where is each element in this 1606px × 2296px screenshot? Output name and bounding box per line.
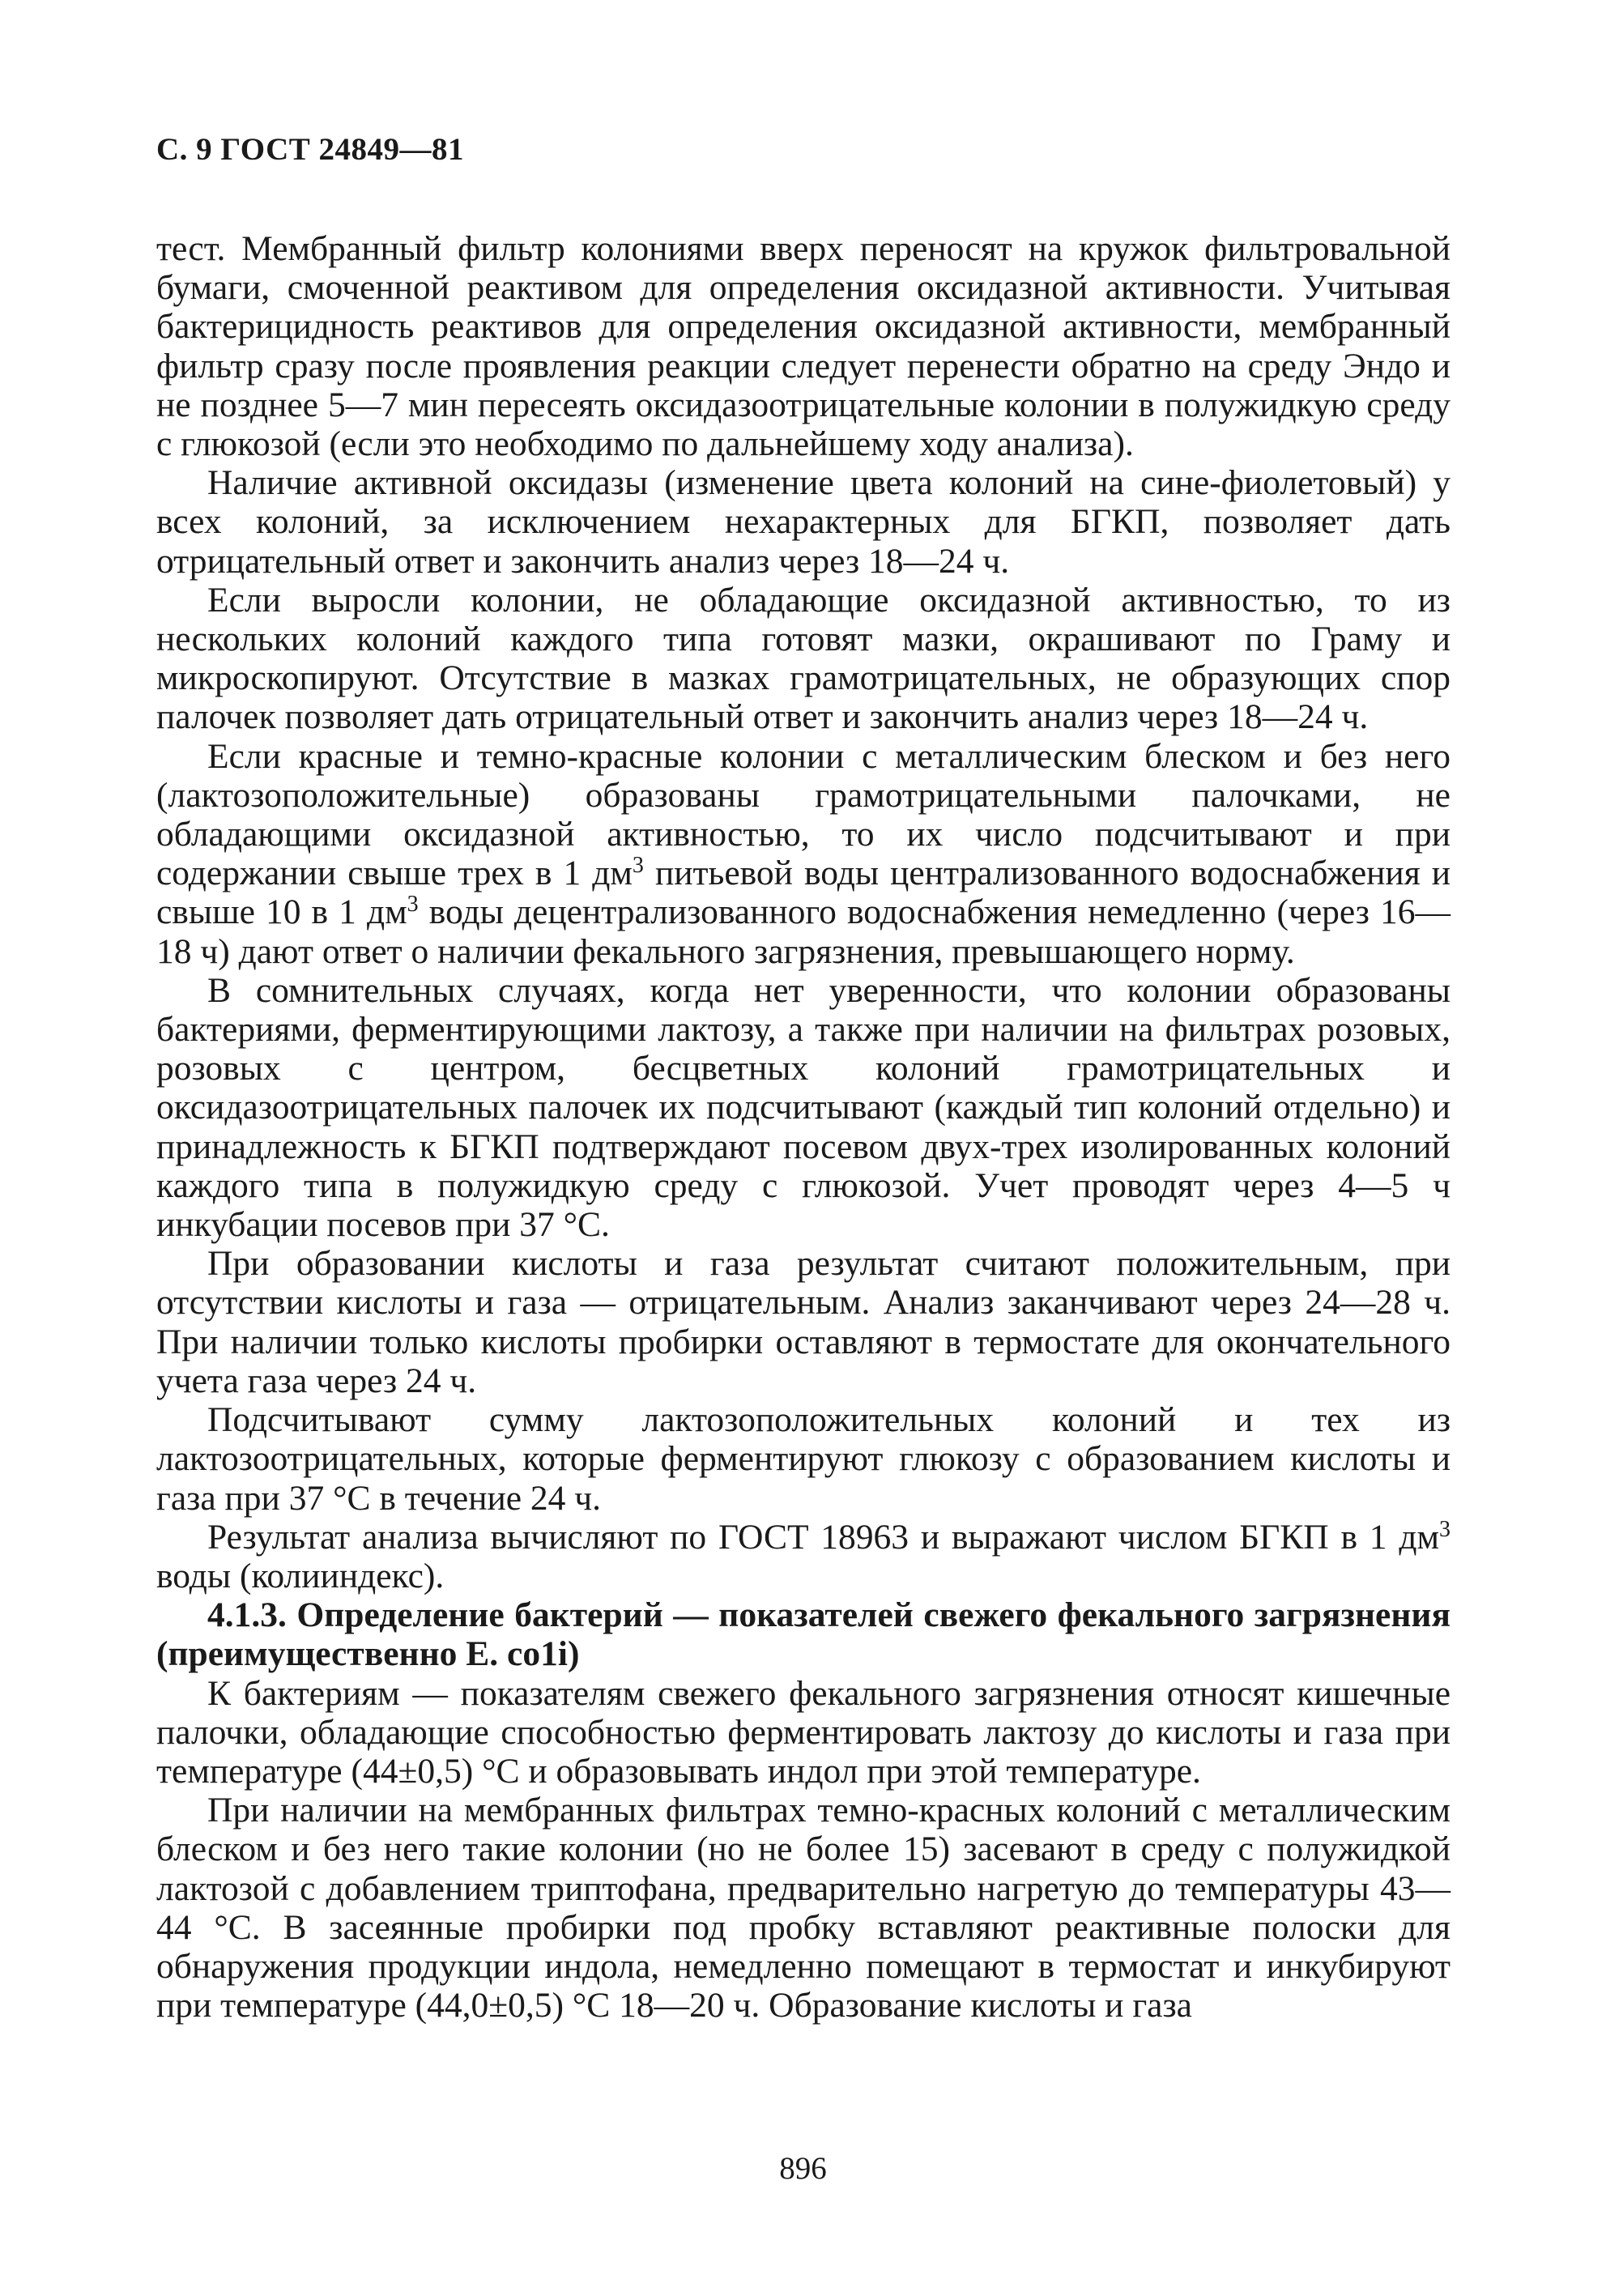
page-number: 896 <box>779 2151 827 2186</box>
paragraph-text: Результат анализа вычисляют по ГОСТ 18963 и выражают числом БГКП в 1 дм <box>207 1517 1439 1557</box>
page-header: С. 9 ГОСТ 24849—81 <box>156 132 464 167</box>
paragraph: Если выросли колонии, не обладающие оксидазной активностью, то из нескольких колоний каждого типа готовят мазки, окрашивают по Граму и микроскопируют. Отсутствие в мазках грамотрицательных, не образующих спор палочек позволяет дать отрицательный ответ и закончить анализ через 18—24 ч. <box>156 580 1451 737</box>
paragraph <box>156 1518 1451 1595</box>
paragraph-text: воды (колииндекс). <box>156 1556 445 1595</box>
document-body <box>156 229 1451 2025</box>
paragraph: тест. Мембранный фильтр колониями вверх переносят на кружок фильтровальной бумаги, смоченной реактивом для определения оксидазной активности. Учитывая бактерицидность реактивов для определения оксидазной активности, мембранный фильтр сразу после проявления реакции следует перенести обратно на среду Эндо и не позднее 5—7 мин пересеять оксидазоотрицательные колонии в полужидкую среду с глюкозой (если это необходимо по дальнейшему ходу анализа). <box>156 229 1451 464</box>
paragraph-text: питьевой воды централизованного водоснабжения и свыше 10 в 1 дм <box>156 854 1451 932</box>
paragraph: При образовании кислоты и газа результат считают положительным, при отсутствии кислоты и газа — отрицательным. Анализ заканчивают через 24—28 ч. При наличии только кислоты пробирки оставляют в термостате для окончательного учета газа через 24 ч. <box>156 1244 1451 1400</box>
paragraph-text: воды децентрализованного водоснабжения немедленно (через 16—18 ч) дают ответ о наличии фекального загрязнения, превышающего норму. <box>156 892 1451 971</box>
superscript: 3 <box>407 892 419 918</box>
paragraph: К бактериям — показателям свежего фекального загрязнения относят кишечные палочки, обладающие способностью ферментировать лактозу до кислоты и газа при температуре (44±0,5) °С и образовывать индол при этой температуре. <box>156 1673 1451 1791</box>
superscript: 3 <box>1439 1516 1451 1542</box>
paragraph: Подсчитывают сумму лактозоположительных колоний и тех из лактозоотрицательных, которые ферментируют глюкозу с образованием кислоты и газа при 37 °С в течение 24 ч. <box>156 1400 1451 1518</box>
section-heading: 4.1.3. Определение бактерий — показателей свежего фекального загрязнения (преимущественно E. co1i) <box>156 1595 1451 1674</box>
superscript: 3 <box>632 853 644 879</box>
paragraph: Наличие активной оксидазы (изменение цвета колоний на сине-фиолетовый) у всех колоний, за исключением нехарактерных для БГКП, позволяет дать отрицательный ответ и закончить анализ через 18—24 ч. <box>156 463 1451 581</box>
paragraph: В сомнительных случаях, когда нет уверенности, что колонии образованы бактериями, ферментирующими лактозу, а также при наличии на фильтрах розовых, розовых с центром, бесцветных колоний грамотрицательных и оксидазоотрицательных палочек их подсчитывают (каждый тип колоний отдельно) и принадлежность к БГКП подтверждают посевом двух-трех изолированных колоний каждого типа в полужидкую среду с глюкозой. Учет проводят через 4—5 ч инкубации посевов при 37 °С. <box>156 970 1451 1245</box>
paragraph <box>156 737 1451 971</box>
paragraph-text: Если красные и темно-красные колонии с металлическим блеском и без него (лактозоположительные) образованы грамотрицательными палочками, не обладающими оксидазной активностью, то их число подсчитывают и при содержании свыше трех в 1 дм <box>156 736 1451 893</box>
paragraph: При наличии на мембранных фильтрах темно-красных колоний с металлическим блеском и без него такие колонии (но не более 15) засевают в среду с полужидкой лактозой с добавлением триптофана, предварительно нагретую до температуры 43—44 °С. В засеянные пробирки под пробку вставляют реактивные полоски для обнаружения продукции индола, немедленно помещают в термостат и инкубируют при температуре (44,0±0,5) °С 18—20 ч. Образование кислоты и газа <box>156 1791 1451 2026</box>
